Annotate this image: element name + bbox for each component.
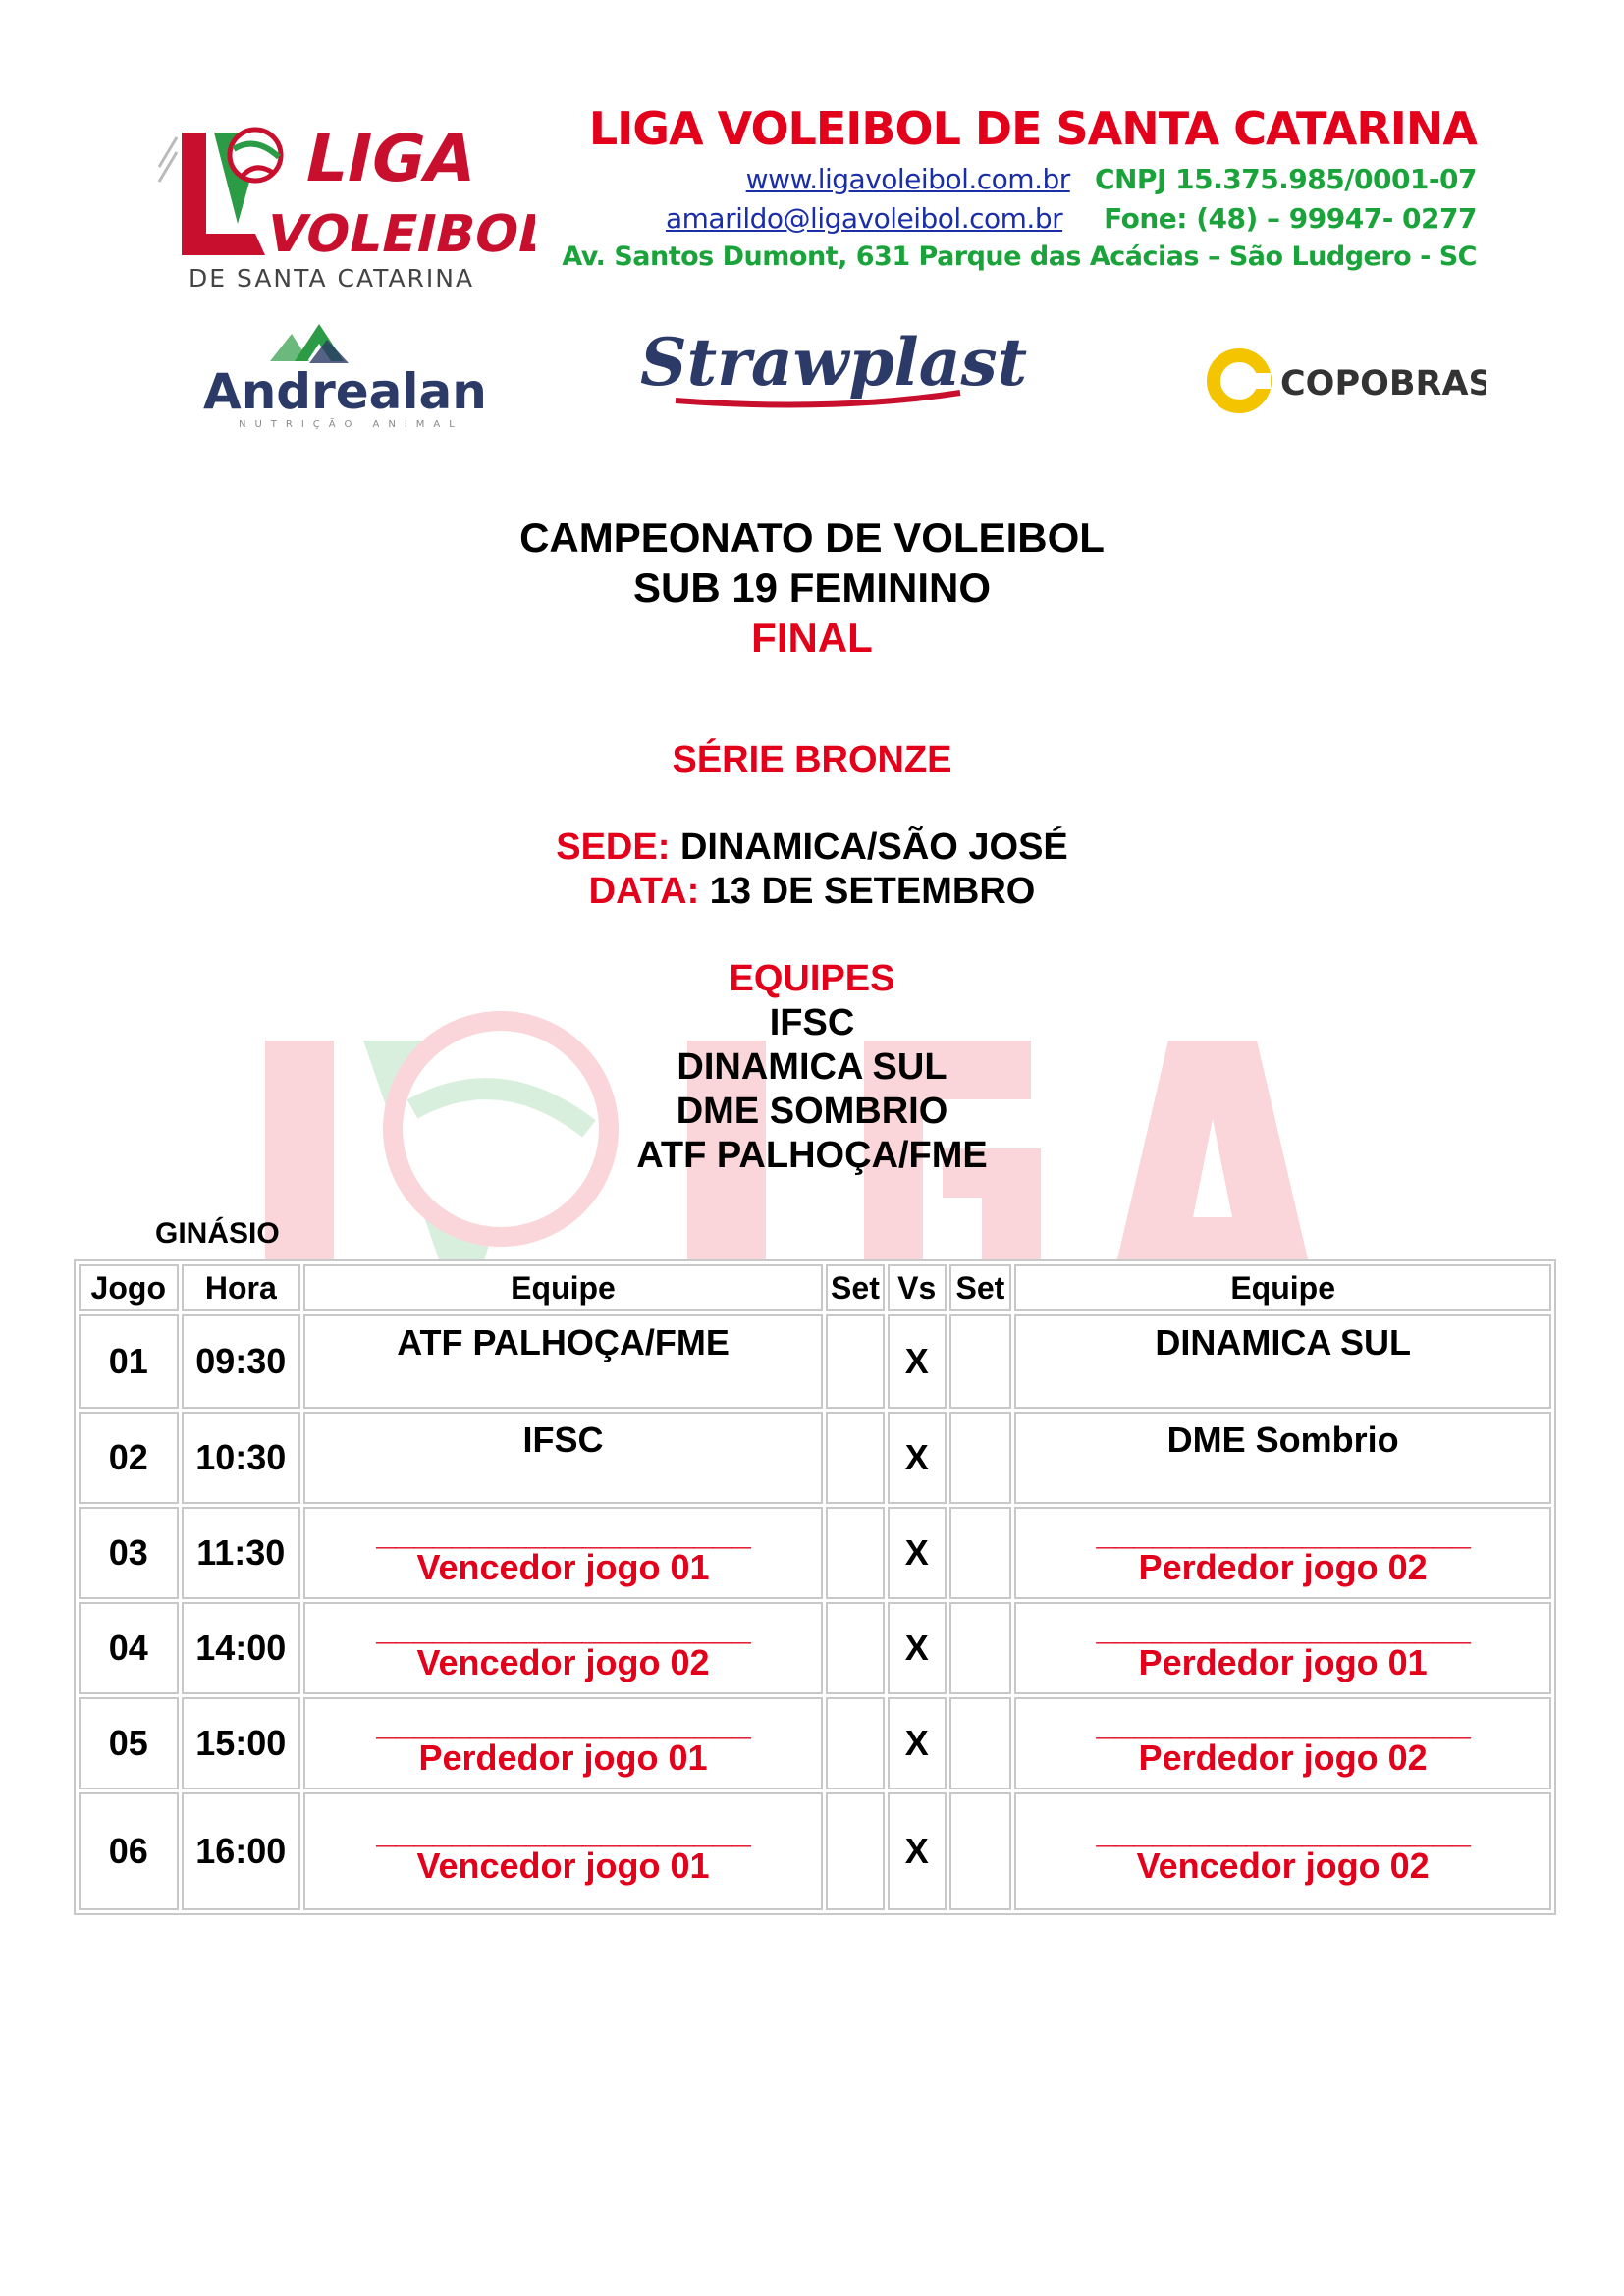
hora-cell: 16:00 bbox=[182, 1792, 300, 1910]
equipes-label: EQUIPES bbox=[729, 958, 895, 999]
team2-cell bbox=[1014, 1792, 1551, 1910]
data-label: DATA: bbox=[588, 871, 700, 912]
svg-text:VOLEIBOL: VOLEIBOL bbox=[261, 204, 535, 264]
svg-text:Strawplast: Strawplast bbox=[640, 324, 1028, 400]
team2-cell bbox=[1014, 1602, 1551, 1694]
set1-cell bbox=[826, 1412, 885, 1504]
vs-cell: X bbox=[888, 1507, 947, 1599]
set1-cell bbox=[826, 1314, 885, 1409]
title-line-2: SUB 19 FEMININO bbox=[632, 564, 992, 611]
jogo-cell: 04 bbox=[79, 1602, 179, 1694]
sponsor-andrealan-logo bbox=[201, 312, 486, 430]
equipe-item: IFSC bbox=[769, 1002, 855, 1043]
header-hora: Hora bbox=[182, 1264, 300, 1311]
vs-cell: X bbox=[888, 1602, 947, 1694]
set2-cell bbox=[949, 1412, 1012, 1504]
contact-line-2 bbox=[666, 202, 1477, 235]
blank-line: ____________________ bbox=[376, 1607, 750, 1647]
vs-cell: X bbox=[888, 1412, 947, 1504]
team2-name: Perdedor jogo 01 bbox=[1138, 1642, 1428, 1682]
set2-cell bbox=[949, 1314, 1012, 1409]
team2-cell bbox=[1014, 1314, 1551, 1409]
set1-cell bbox=[826, 1792, 885, 1910]
blank-line: ____________________ bbox=[1096, 1702, 1470, 1742]
cnpj: CNPJ 15.375.985/0001-07 bbox=[1094, 163, 1477, 195]
team2-name: Vencedor jogo 02 bbox=[1136, 1845, 1430, 1886]
vs-cell: X bbox=[888, 1697, 947, 1789]
table-row bbox=[79, 1507, 1551, 1599]
team2-name: DME Sombrio bbox=[1166, 1419, 1399, 1460]
title-line-1: CAMPEONATO DE VOLEIBOL bbox=[519, 514, 1105, 561]
svg-text:Andrealan: Andrealan bbox=[203, 363, 486, 420]
team1-name: IFSC bbox=[522, 1419, 604, 1460]
table-row bbox=[79, 1602, 1551, 1694]
blank-line: ____________________ bbox=[1096, 1512, 1470, 1552]
equipe-item: DME SOMBRIO bbox=[676, 1091, 948, 1132]
header-equipe-1: Equipe bbox=[303, 1264, 823, 1311]
table-header-row bbox=[79, 1264, 1551, 1311]
blank-line: ____________________ bbox=[376, 1512, 750, 1552]
table-row bbox=[79, 1792, 1551, 1910]
blank-line: ____________________ bbox=[1096, 1810, 1470, 1850]
equipe-item: DINAMICA SUL bbox=[677, 1046, 947, 1088]
header-set-2: Set bbox=[949, 1264, 1012, 1311]
team1-cell bbox=[303, 1792, 823, 1910]
team1-name: Vencedor jogo 01 bbox=[416, 1547, 710, 1587]
games-table bbox=[74, 1259, 1556, 1915]
svg-text:DE SANTA CATARINA: DE SANTA CATARINA bbox=[189, 264, 475, 293]
data-line bbox=[0, 871, 1624, 913]
team1-name: Perdedor jogo 01 bbox=[418, 1737, 708, 1778]
set1-cell bbox=[826, 1697, 885, 1789]
sponsor-strawplast-logo bbox=[636, 314, 1039, 422]
table-row bbox=[79, 1697, 1551, 1789]
table-row bbox=[79, 1314, 1551, 1409]
blank-line: ____________________ bbox=[376, 1702, 750, 1742]
header-jogo: Jogo bbox=[79, 1264, 179, 1311]
team2-cell bbox=[1014, 1507, 1551, 1599]
team1-cell bbox=[303, 1412, 823, 1504]
team1-name: ATF PALHOÇA/FME bbox=[397, 1322, 730, 1362]
set2-cell bbox=[949, 1697, 1012, 1789]
header-equipe-2: Equipe bbox=[1014, 1264, 1551, 1311]
data-value: 13 DE SETEMBRO bbox=[709, 871, 1036, 912]
set1-cell bbox=[826, 1507, 885, 1599]
set2-cell bbox=[949, 1792, 1012, 1910]
team2-name: Perdedor jogo 02 bbox=[1138, 1547, 1428, 1587]
liga-logo bbox=[147, 108, 535, 294]
sede-line bbox=[0, 827, 1624, 869]
team1-cell bbox=[303, 1697, 823, 1789]
website-link[interactable]: www.ligavoleibol.com.br bbox=[745, 163, 1070, 195]
set1-cell bbox=[826, 1602, 885, 1694]
jogo-cell: 01 bbox=[79, 1314, 179, 1409]
sede-label: SEDE: bbox=[556, 827, 671, 868]
set2-cell bbox=[949, 1507, 1012, 1599]
email-link[interactable]: amarildo@ligavoleibol.com.br bbox=[665, 202, 1063, 235]
team2-name: DINAMICA SUL bbox=[1155, 1322, 1411, 1362]
team1-cell bbox=[303, 1602, 823, 1694]
team1-name: Vencedor jogo 02 bbox=[416, 1642, 710, 1682]
jogo-cell: 05 bbox=[79, 1697, 179, 1789]
header-set-1: Set bbox=[826, 1264, 885, 1311]
hora-cell: 09:30 bbox=[182, 1314, 300, 1409]
blank-line: ____________________ bbox=[1096, 1607, 1470, 1647]
serie-label: SÉRIE BRONZE bbox=[672, 739, 952, 780]
team2-cell bbox=[1014, 1697, 1551, 1789]
blank-line: ____________________ bbox=[376, 1810, 750, 1850]
vs-cell: X bbox=[888, 1792, 947, 1910]
jogo-cell: 02 bbox=[79, 1412, 179, 1504]
team1-cell bbox=[303, 1507, 823, 1599]
header-vs: Vs bbox=[888, 1264, 947, 1311]
set2-cell bbox=[949, 1602, 1012, 1694]
org-name: LIGA VOLEIBOL DE SANTA CATARINA bbox=[588, 102, 1477, 155]
team2-cell bbox=[1014, 1412, 1551, 1504]
hora-cell: 14:00 bbox=[182, 1602, 300, 1694]
svg-text:LIGA: LIGA bbox=[298, 120, 484, 196]
equipe-item: ATF PALHOÇA/FME bbox=[636, 1135, 988, 1176]
title-line-3: FINAL bbox=[751, 614, 873, 661]
sede-value: DINAMICA/SÃO JOSÉ bbox=[679, 827, 1068, 868]
vs-cell: X bbox=[888, 1314, 947, 1409]
team2-name: Perdedor jogo 02 bbox=[1138, 1737, 1428, 1778]
hora-cell: 15:00 bbox=[182, 1697, 300, 1789]
hora-cell: 10:30 bbox=[182, 1412, 300, 1504]
phone: Fone: (48) – 99947- 0277 bbox=[1104, 202, 1477, 235]
sponsor-copobras-logo bbox=[1206, 346, 1486, 416]
address: Av. Santos Dumont, 631 Parque das Acácias – São Ludgero - SC bbox=[562, 241, 1477, 272]
team1-name: Vencedor jogo 01 bbox=[416, 1845, 710, 1886]
ginasio-label: GINÁSIO bbox=[155, 1217, 280, 1250]
svg-text:COPOBRAS: COPOBRAS bbox=[1280, 364, 1486, 403]
jogo-cell: 06 bbox=[79, 1792, 179, 1910]
contact-line-1 bbox=[746, 163, 1477, 195]
jogo-cell: 03 bbox=[79, 1507, 179, 1599]
svg-text:NUTRIÇÃO ANIMAL: NUTRIÇÃO ANIMAL bbox=[239, 419, 463, 430]
table-row bbox=[79, 1412, 1551, 1504]
hora-cell: 11:30 bbox=[182, 1507, 300, 1599]
team1-cell bbox=[303, 1314, 823, 1409]
